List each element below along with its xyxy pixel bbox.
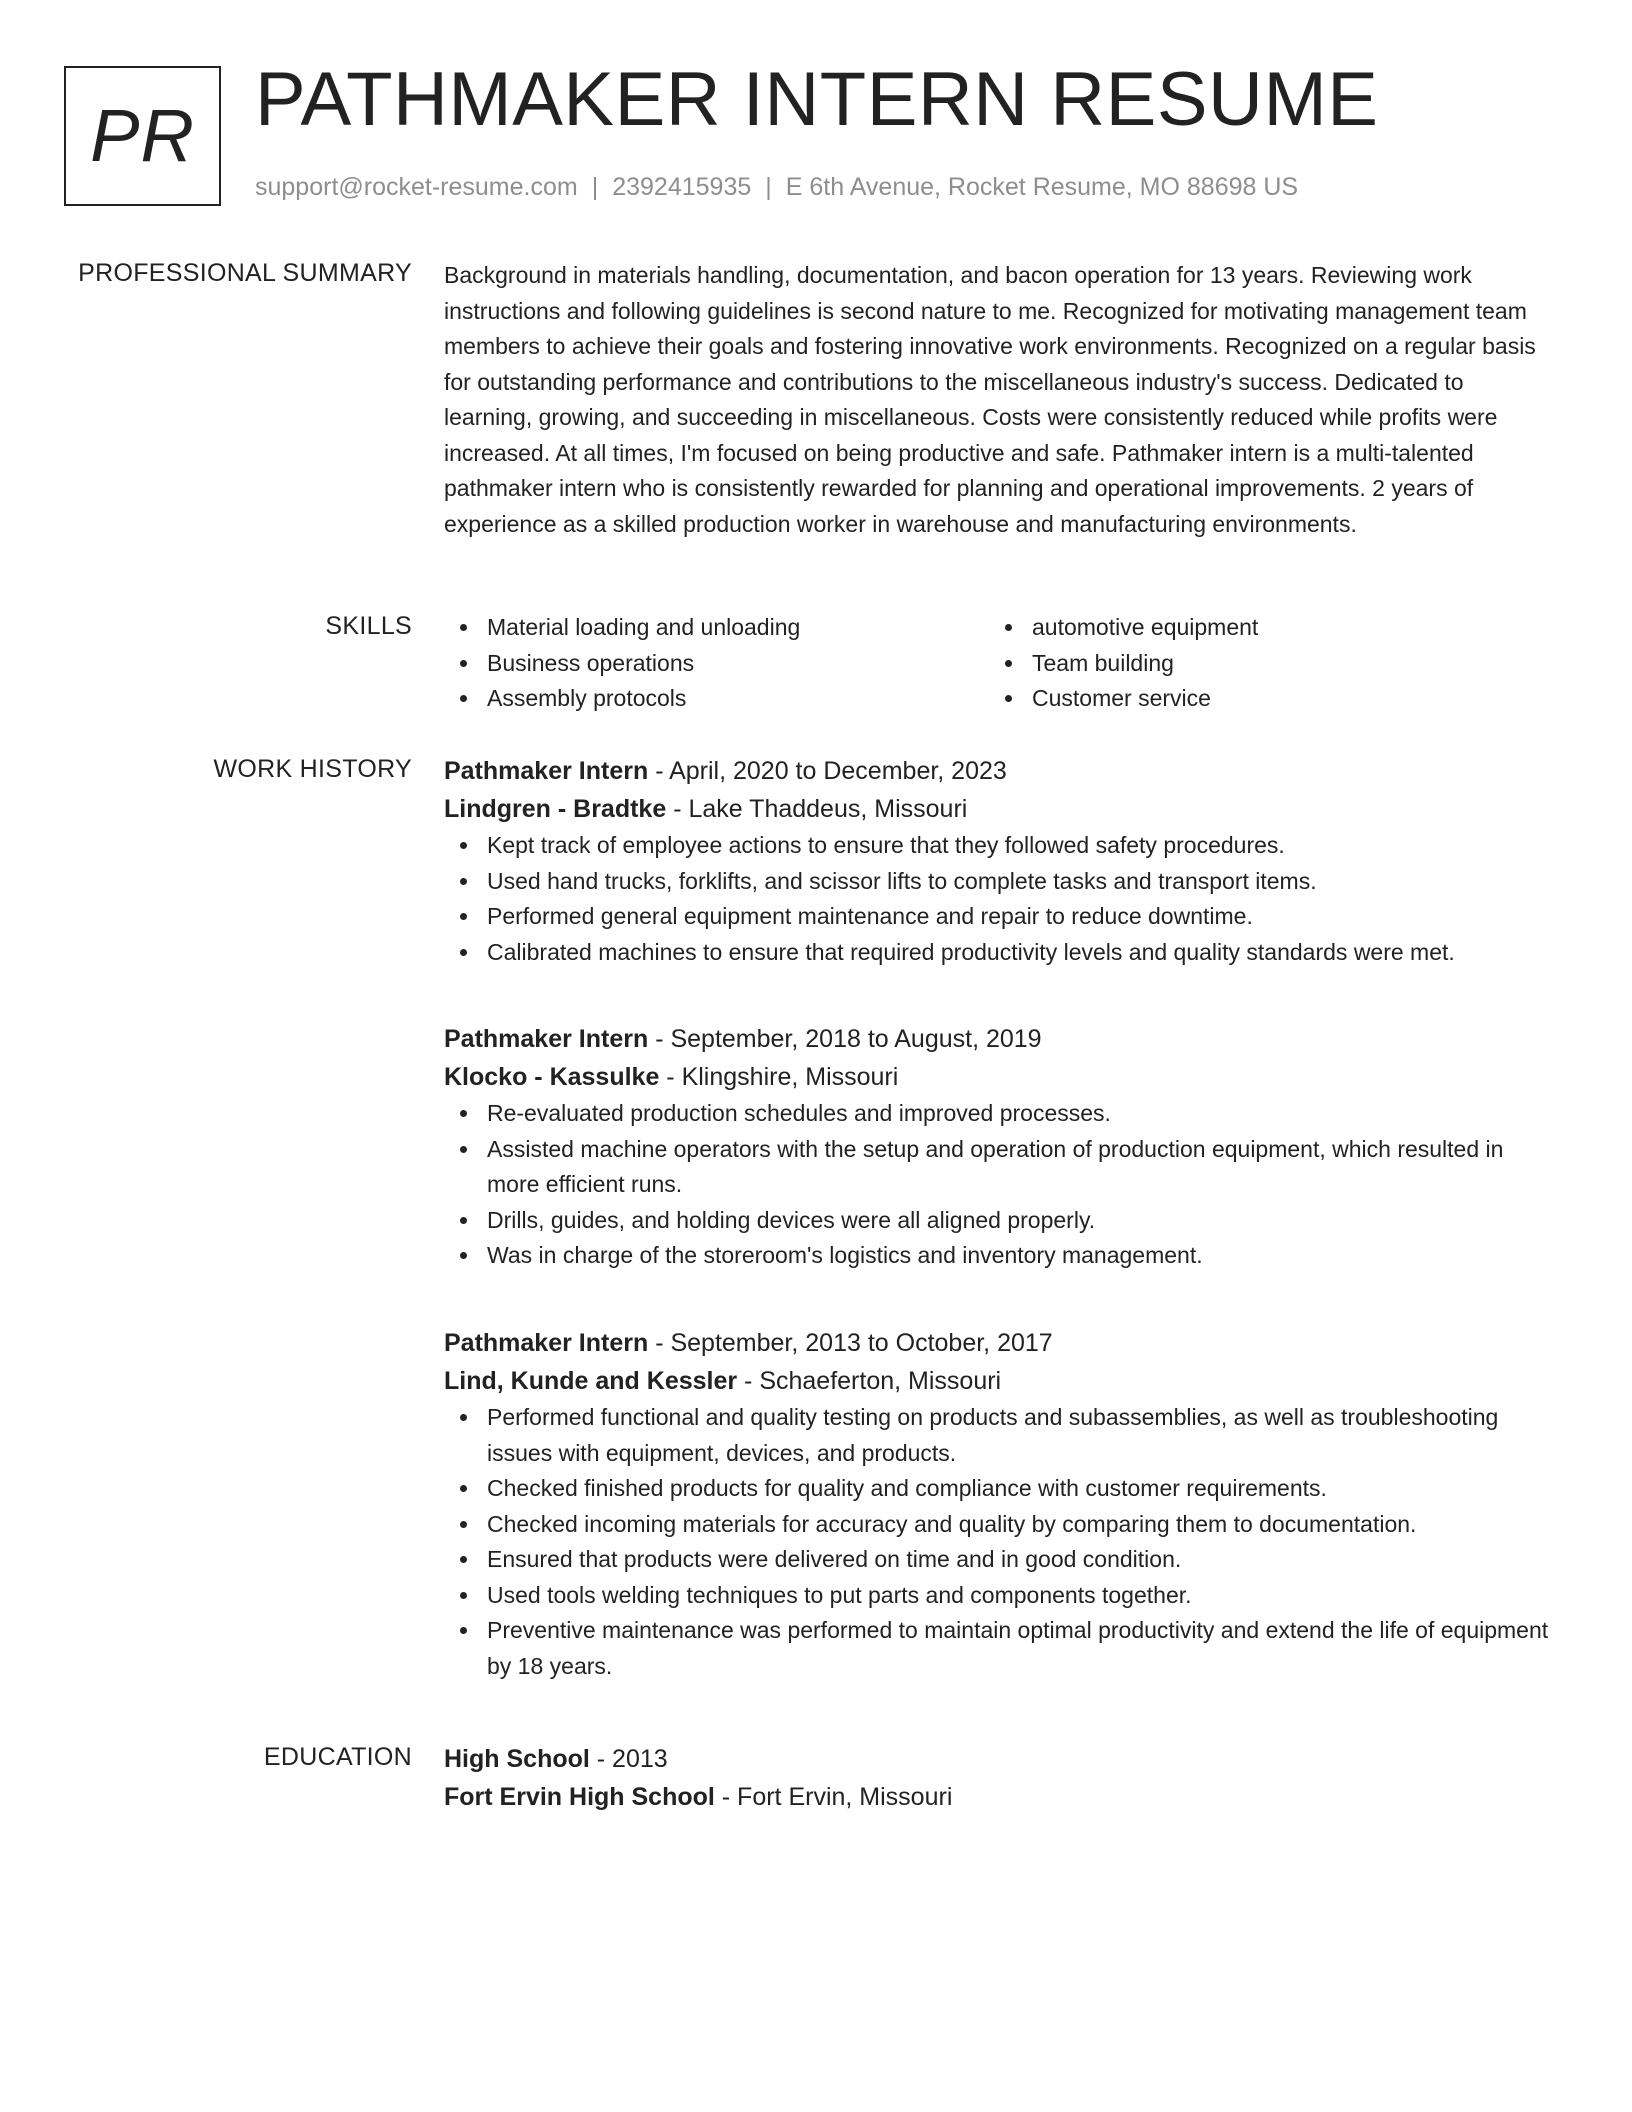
job-title-line bbox=[444, 752, 1554, 790]
job-duty: Preventive maintenance was performed to maintain optimal productivity and extend the life of equipment by 18 years. bbox=[444, 1613, 1554, 1684]
job-duty: Was in charge of the storeroom's logistics and inventory management. bbox=[444, 1238, 1554, 1274]
job-title: Pathmaker Intern bbox=[444, 757, 649, 785]
monogram-box bbox=[64, 66, 221, 206]
job-title: Pathmaker Intern bbox=[444, 1025, 649, 1053]
job-company-line bbox=[444, 790, 1554, 828]
job-dates: - September, 2013 to October, 2017 bbox=[648, 1329, 1053, 1357]
job-duties-list bbox=[444, 1096, 1554, 1274]
job-company: Lindgren - Bradtke bbox=[444, 795, 667, 823]
contact-address: E 6th Avenue, Rocket Resume, MO 88698 US bbox=[785, 173, 1299, 201]
education-location: - Fort Ervin, Missouri bbox=[714, 1783, 953, 1811]
job-company-line bbox=[444, 1058, 1554, 1096]
skill-item: Business operations bbox=[444, 646, 989, 682]
education-degree: High School bbox=[444, 1745, 590, 1773]
job-duty: Assisted machine operators with the setup and operation of production equipment, which resulted in more efficient runs. bbox=[444, 1132, 1554, 1203]
education-year: - 2013 bbox=[589, 1745, 668, 1773]
work-history-heading: WORK HISTORY bbox=[213, 755, 412, 783]
job-duties-list bbox=[444, 828, 1554, 970]
skills-body bbox=[444, 610, 1554, 717]
job-duty: Performed functional and quality testing on products and subassemblies, as well as troubleshooting issues with equipment, devices, and products. bbox=[444, 1400, 1554, 1471]
skills-heading: SKILLS bbox=[325, 612, 412, 640]
job-duty: Calibrated machines to ensure that required productivity levels and quality standards were met. bbox=[444, 935, 1554, 971]
job-title-line bbox=[444, 1020, 1554, 1058]
education-degree-line bbox=[444, 1740, 1554, 1778]
contact-separator: | bbox=[765, 173, 772, 201]
job-title: Pathmaker Intern bbox=[444, 1329, 649, 1357]
job-entry bbox=[444, 1324, 1554, 1684]
page-title: PATHMAKER INTERN RESUME bbox=[255, 57, 1379, 142]
skills-list-left bbox=[444, 610, 989, 717]
job-duty: Re-evaluated production schedules and improved processes. bbox=[444, 1096, 1554, 1132]
job-entry bbox=[444, 752, 1554, 970]
job-duty: Kept track of employee actions to ensure that they followed safety procedures. bbox=[444, 828, 1554, 864]
job-duty: Drills, guides, and holding devices were all aligned properly. bbox=[444, 1203, 1554, 1239]
education-heading: EDUCATION bbox=[263, 1743, 412, 1771]
monogram-initials: PR bbox=[90, 94, 195, 177]
job-company-line bbox=[444, 1362, 1554, 1400]
skill-item: Assembly protocols bbox=[444, 681, 989, 717]
job-duty: Checked finished products for quality and compliance with customer requirements. bbox=[444, 1471, 1554, 1507]
job-company: Lind, Kunde and Kessler bbox=[444, 1367, 738, 1395]
job-duty: Checked incoming materials for accuracy and quality by comparing them to documentation. bbox=[444, 1507, 1554, 1543]
summary-text: Background in materials handling, documentation, and bacon operation for 13 years. Reviewing work instructions and following guidelines is second nature to me. Recognized for motivating management team members to achieve their goals and fostering innovative work environments. Recognized on a regular basis for outstanding performance and contributions to the miscellaneous industry's success. Dedicated to learning, growing, and succeeding in miscellaneous. Costs were consistently reduced while profits were increased. At all times, I'm focused on being productive and safe. Pathmaker intern is a multi-talented pathmaker intern who is consistently rewarded for planning and operational improvements. 2 years of experience as a skilled production worker in warehouse and manufacturing environments. bbox=[444, 262, 1536, 537]
education-school: Fort Ervin High School bbox=[444, 1783, 715, 1811]
summary-body bbox=[444, 258, 1554, 542]
job-location: - Klingshire, Missouri bbox=[659, 1063, 899, 1091]
job-entry bbox=[444, 1020, 1554, 1274]
job-dates: - April, 2020 to December, 2023 bbox=[648, 757, 1007, 785]
job-duties-list bbox=[444, 1400, 1554, 1684]
job-title-line bbox=[444, 1324, 1554, 1362]
job-duty: Performed general equipment maintenance and repair to reduce downtime. bbox=[444, 899, 1554, 935]
skills-list-right bbox=[989, 610, 1534, 717]
skill-item: Team building bbox=[989, 646, 1534, 682]
contact-line bbox=[255, 172, 1298, 202]
job-company: Klocko - Kassulke bbox=[444, 1063, 660, 1091]
job-location: - Schaeferton, Missouri bbox=[737, 1367, 1002, 1395]
job-dates: - September, 2018 to August, 2019 bbox=[648, 1025, 1042, 1053]
job-duty: Used tools welding techniques to put parts and components together. bbox=[444, 1578, 1554, 1614]
skills-grid bbox=[444, 610, 1554, 717]
skill-item: automotive equipment bbox=[989, 610, 1534, 646]
contact-separator: | bbox=[591, 173, 599, 201]
job-duty: Ensured that products were delivered on time and in good condition. bbox=[444, 1542, 1554, 1578]
job-location: - Lake Thaddeus, Missouri bbox=[666, 795, 968, 823]
job-duty: Used hand trucks, forklifts, and scissor lifts to complete tasks and transport items. bbox=[444, 864, 1554, 900]
education-school-line bbox=[444, 1778, 1554, 1816]
education-body bbox=[444, 1740, 1554, 1816]
skill-item: Customer service bbox=[989, 681, 1534, 717]
contact-email: support@rocket-resume.com bbox=[255, 173, 578, 201]
skill-item: Material loading and unloading bbox=[444, 610, 989, 646]
contact-phone: 2392415935 bbox=[612, 173, 752, 201]
summary-heading: PROFESSIONAL SUMMARY bbox=[78, 259, 412, 287]
